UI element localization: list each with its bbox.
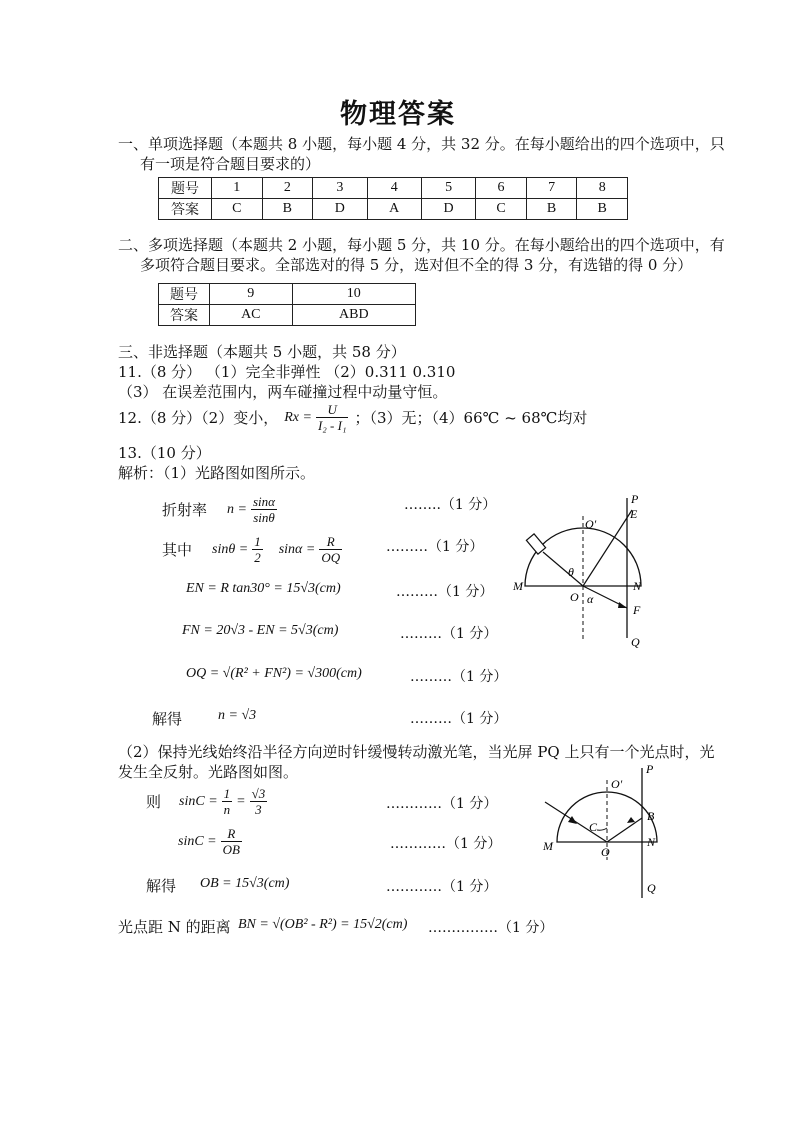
label-P: P [631, 492, 639, 506]
label-Q: Q [631, 635, 640, 649]
fraction-denominator: I₂ - I₁ [317, 418, 347, 433]
fn-equation: FN = 20√3 - EN = 5√3(cm) [182, 623, 339, 638]
sin-alpha-fraction [319, 534, 342, 565]
q13-analysis: 解析：（1）光路图如图所示。 [118, 464, 316, 482]
section2-heading-line1: 二、多项选择题（本题共 2 小题，每小题 5 分，共 10 分。在每小题给出的四个选项中，有 [118, 236, 725, 254]
sinc-fraction-1 [222, 786, 233, 817]
sinc2-eq: sinC = [178, 833, 217, 849]
bn-label: 光点距 N 的距离 [118, 918, 231, 936]
refraction-fraction [251, 494, 277, 525]
fraction-numerator: R [221, 826, 242, 842]
sinc2-fraction [221, 826, 242, 857]
where-label: 其中 [162, 541, 193, 559]
incident-ray [545, 802, 607, 842]
refraction-eq: n = [227, 501, 247, 517]
sin-theta-eq: sinθ = [212, 541, 249, 557]
table-cell: 1 [212, 178, 263, 199]
q12-rx: Rx = [284, 409, 312, 425]
arrow-icon [618, 602, 627, 608]
fraction-numerator: sinα [252, 494, 275, 509]
table-cell: A [367, 199, 421, 220]
q12-fraction [316, 402, 349, 433]
table-row [159, 178, 628, 199]
part2-intro-line1: （2）保持光线始终沿半径方向逆时针缓慢转动激光笔，当光屏 PQ 上只有一个光点时，光 [118, 743, 715, 761]
bn-points: ……………（1 分） [428, 920, 554, 936]
optics-diagram-1 [505, 490, 655, 650]
table-cell: B [262, 199, 313, 220]
ze-label: 则 [146, 793, 162, 811]
multi-choice-table [158, 283, 416, 326]
optics-diagram-2 [535, 760, 670, 900]
semicircle-glass [525, 528, 641, 586]
sin-alpha-eq: sinα = [278, 541, 316, 557]
table-cell: D [313, 199, 367, 220]
label-N: N [633, 579, 642, 593]
bn-equation: BN = √(OB² - R²) = 15√2(cm) [238, 917, 408, 932]
incident-ray [543, 552, 583, 586]
sin-theta-fraction [252, 534, 263, 565]
label-O-prime: O' [611, 777, 623, 791]
table-cell: AC [210, 305, 293, 326]
label-Q: Q [647, 881, 656, 895]
label-B: B [647, 809, 655, 823]
fraction-denominator: 2 [254, 550, 261, 565]
table-cell: 3 [313, 178, 367, 199]
sinc2-eq-line [178, 826, 242, 857]
fraction-numerator: 1 [254, 534, 261, 549]
table-header-cell: 题号 [159, 284, 210, 305]
en-equation: EN = R tan30° = 15√3(cm) [186, 581, 341, 596]
label-E: E [630, 507, 638, 521]
sinc-points: …………（1 分） [386, 796, 498, 812]
part2-intro-line2: 发生全反射。光路图如图。 [118, 763, 299, 781]
label-F: F [633, 603, 641, 617]
table-row [159, 199, 628, 220]
label-alpha: α [587, 592, 594, 606]
label-theta: θ [568, 565, 574, 579]
angle-arc [597, 828, 607, 830]
page-title: 物理答案 [340, 99, 456, 130]
sinc-eq: sinC = [179, 793, 218, 809]
table-cell: ABD [292, 305, 415, 326]
table-cell: 5 [421, 178, 475, 199]
q11-line2: （3） 在误差范围内，两车碰撞过程中动量守恒。 [118, 383, 448, 401]
label-N: N [647, 835, 656, 849]
q12-line [118, 402, 587, 433]
label-O: O [601, 845, 610, 859]
table-cell: 10 [292, 284, 415, 305]
table-header-cell: 答案 [159, 305, 210, 326]
q11-line1: 11.（8 分） （1）完全非弹性 （2）0.311 0.310 [118, 363, 456, 381]
oq-points: ………（1 分） [410, 669, 508, 685]
solution-points-2: …………（1 分） [386, 879, 498, 895]
sinc2-points: …………（1 分） [390, 836, 502, 852]
where-points: ………（1 分） [386, 539, 484, 555]
en-points: ………（1 分） [396, 584, 494, 600]
fraction-numerator: U [316, 402, 349, 418]
section3-heading: 三、非选择题（本题共 5 小题，共 58 分） [118, 343, 406, 361]
table-cell: D [421, 199, 475, 220]
table-header-cell: 答案 [159, 199, 212, 220]
sinc-eq-line [146, 786, 267, 817]
solution-eq-1: n = √3 [218, 708, 257, 723]
label-P: P [646, 762, 654, 776]
fraction-denominator: 3 [255, 802, 262, 817]
label-C: C [589, 820, 598, 834]
fraction-denominator: n [223, 802, 231, 817]
q12-prefix: 12.（8 分）（2）变小， [118, 409, 279, 427]
refraction-points: ……..（1 分） [404, 497, 497, 513]
solution-points-1: ………（1 分） [410, 711, 508, 727]
section2-heading-line2: 多项符合题目要求。全部选对的得 5 分，选对但不全的得 3 分，有选错的得 0 分） [140, 256, 693, 274]
table-cell: 4 [367, 178, 421, 199]
table-cell: B [577, 199, 628, 220]
fraction-denominator: OB [222, 842, 240, 857]
table-cell: 8 [577, 178, 628, 199]
laser-pen-icon [526, 534, 545, 554]
fraction-denominator: OQ [321, 550, 341, 565]
oq-equation: OQ = √(R² + FN²) = √300(cm) [186, 666, 362, 681]
fraction-numerator: R [319, 534, 342, 550]
table-cell: C [476, 199, 527, 220]
table-row [159, 284, 416, 305]
table-cell: 2 [262, 178, 313, 199]
reflected-ray [607, 818, 642, 842]
fraction-numerator: 1 [223, 786, 231, 801]
q12-suffix: ；（3）无；（4）66℃ ~ 68℃均对 [354, 409, 588, 427]
solution-eq-2: OB = 15√3(cm) [200, 876, 290, 891]
label-O-prime: O' [585, 517, 597, 531]
single-choice-table [158, 177, 628, 220]
fraction-denominator: sinθ [253, 510, 275, 525]
solution-label-2: 解得 [146, 877, 177, 895]
where-eq-line [162, 534, 342, 565]
table-cell: B [526, 199, 577, 220]
table-cell: 6 [476, 178, 527, 199]
table-cell: 7 [526, 178, 577, 199]
section1-heading-line1: 一、单项选择题（本题共 8 小题，每小题 4 分，共 32 分。在每小题给出的四个选项中，只 [118, 135, 725, 153]
sinc-eq2: = [236, 793, 246, 809]
sinc-fraction-2 [250, 786, 268, 817]
arrow-icon [627, 817, 635, 823]
table-cell: C [212, 199, 263, 220]
fn-points: ………（1 分） [400, 626, 498, 642]
table-row [159, 305, 416, 326]
q13-head: 13.（10 分） [118, 444, 211, 462]
section1-heading-line2: 有一项是符合题目要求的） [140, 155, 321, 173]
table-header-cell: 题号 [159, 178, 212, 199]
label-M: M [543, 839, 553, 853]
fraction-numerator: √3 [251, 786, 266, 801]
refraction-eq-line [162, 494, 277, 525]
label-M: M [513, 579, 523, 593]
table-cell: 9 [210, 284, 293, 305]
refraction-label: 折射率 [162, 501, 208, 519]
label-O: O [570, 590, 579, 604]
solution-label-1: 解得 [152, 710, 183, 728]
